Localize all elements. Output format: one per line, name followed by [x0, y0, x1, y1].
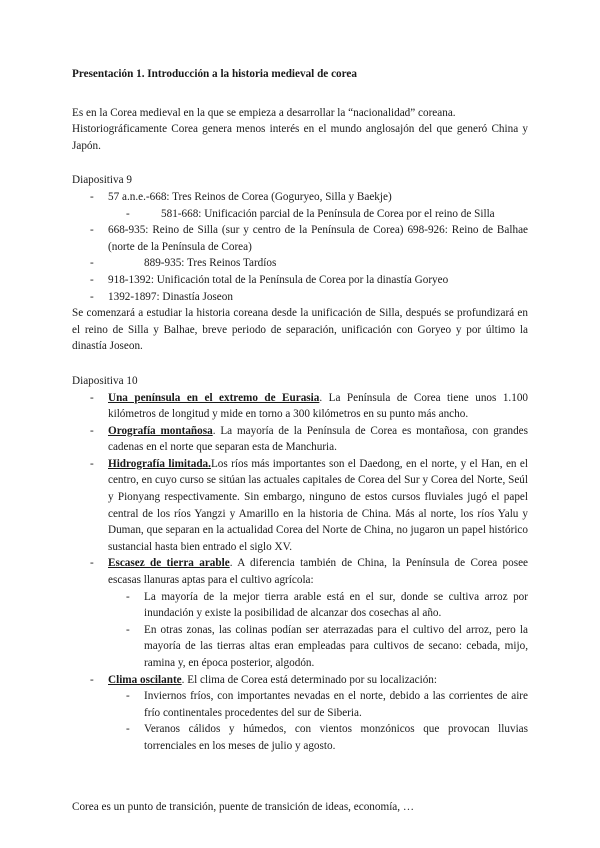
- sub-list: [108, 589, 528, 672]
- sub-list-item: - Veranos cálidos y húmedos, con vientos monzónicos que provocan lluvias torrenciales en los meses de julio y agosto.: [108, 721, 528, 754]
- list-item: - 889-935: Tres Reinos Tardíos: [72, 255, 528, 272]
- list-item: - 918-1392: Unificación total de la Península de Corea por la dinastía Goryeo: [72, 272, 528, 289]
- intro-line-2: Historiográficamente Corea genera menos interés en el mundo anglosajón del que generó China y Japón.: [72, 123, 528, 152]
- slide-10-list: [72, 390, 528, 755]
- sub-list-item: - En otras zonas, las colinas podían ser aterrazadas para el cultivo del arroz, pero la mayoría de las tierras altas eran empleadas para cultivos de secano: cebada, mijo, ramina y, en época posterior, algodón.: [108, 622, 528, 672]
- item-label: Clima oscilante: [108, 673, 182, 686]
- list-item: - 581-668: Unificación parcial de la Península de Corea por el reino de Silla: [72, 206, 528, 223]
- item-text: . La Península de Corea tiene unos 1.100 kilómetros de longitud y mide en torno a 300 kilómetros en su punto más ancho.: [108, 391, 529, 421]
- intro-line-1: Es en la Corea medieval en la que se empieza a desarrollar la “nacionalidad” coreana.: [72, 106, 456, 119]
- item-text: Los ríos más importantes son el Daedong, en el norte, y el Han, en el centro, en cuyo curso se sitúan las actuales capitales de Corea del Sur y Corea del Norte, Seúl y Pionyang respectivamente. Sin embargo, ninguno de estos cursos fluviales jugó el papel central de los ríos Yangzi y Amarillo en la historia de China. Más al norte, los ríos Yalu y Duman, que separan en la actualidad Corea del Norte de China, no jugaron un papel histórico sustancial hasta bien entrado el siglo XV.: [108, 457, 528, 553]
- item-text: . El clima de Corea está determinado por su localización:: [181, 673, 438, 686]
- list-item: - 57 a.n.e.-668: Tres Reinos de Corea (Goguryeo, Silla y Baekje): [72, 189, 528, 206]
- list-item: - 668-935: Reino de Silla (sur y centro de la Península de Corea) 698-926: Reino de Balhae (norte de la Península de Corea): [72, 222, 528, 255]
- item-text: . A diferencia también de China, la Península de Corea posee escasas llanuras aptas para el cultivo agrícola:: [108, 557, 529, 587]
- list-item: [72, 672, 528, 755]
- document-title: Presentación 1. Introducción a la historia medieval de corea: [72, 68, 357, 80]
- slide-10-section: [72, 373, 528, 755]
- slide-10-heading: Diapositiva 10: [72, 374, 138, 387]
- list-item: [72, 456, 528, 556]
- item-label: Escasez de tierra arable: [108, 557, 230, 570]
- list-item: [72, 555, 528, 671]
- slide-9-heading: Diapositiva 9: [72, 174, 132, 187]
- sub-list: [108, 688, 528, 754]
- slide-9-summary: Se comenzará a estudiar la historia coreana desde la unificación de Silla, después se profundizará en el reino de Silla y Balhae, breve periodo de separación, unificación con Goryeo y por último la dinastía Joseon.: [72, 307, 528, 353]
- list-item: [72, 423, 528, 456]
- list-item: [72, 390, 528, 423]
- slide-9-list: [72, 189, 528, 305]
- item-label: Hidrografía limitada.: [108, 457, 211, 470]
- item-label: Una península en el extremo de Eurasia: [108, 391, 320, 404]
- list-item: - 1392-1897: Dinastía Joseon: [72, 289, 528, 306]
- slide-9-section: [72, 172, 528, 355]
- document-page: [72, 66, 528, 815]
- item-text: . La mayoría de la Península de Corea es montañosa, con grandes cadenas en el norte que separan esta de Manchuria.: [108, 424, 528, 454]
- sub-list-item: - Inviernos fríos, con importantes nevadas en el norte, debido a las corrientes de aire frío continentales procedentes del sur de Siberia.: [108, 688, 528, 721]
- sub-list-item: - La mayoría de la mejor tierra arable está en el sur, donde se cultiva arroz por inundación y existe la posibilidad de alcanzar dos cosechas al año.: [108, 589, 528, 622]
- closing-line: Corea es un punto de transición, puente de transición de ideas, economía, …: [72, 800, 415, 813]
- item-label: Orografía montañosa: [108, 424, 213, 437]
